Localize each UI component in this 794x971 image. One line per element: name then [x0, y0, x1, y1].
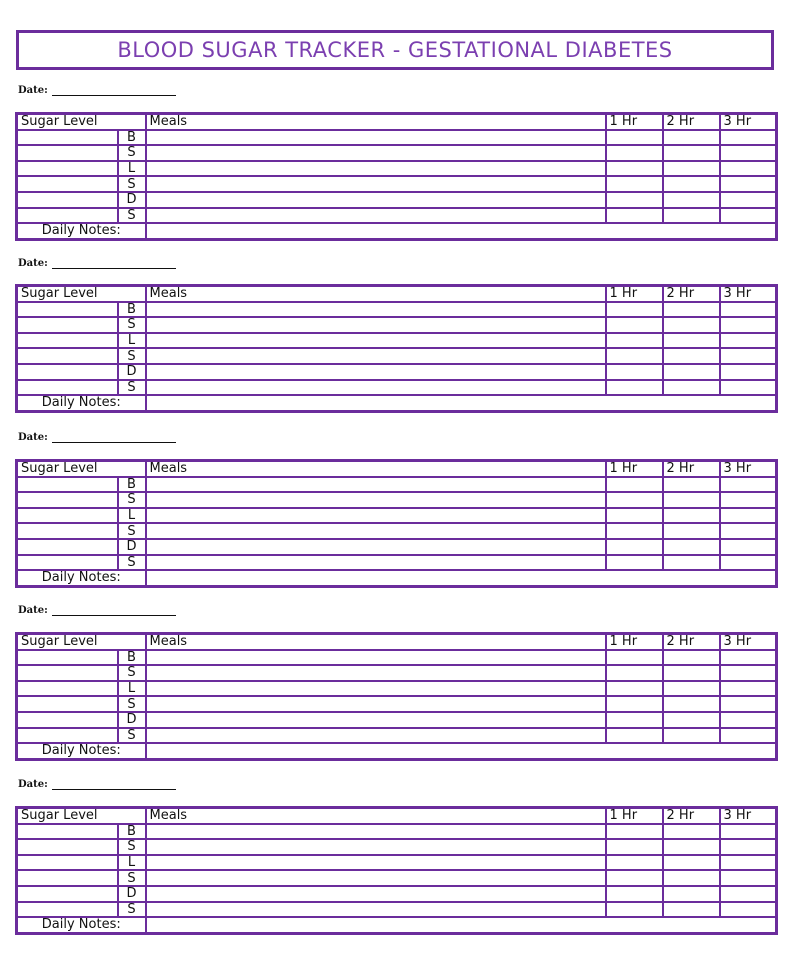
hr1-cell[interactable]	[606, 492, 663, 508]
hr2-cell[interactable]	[663, 712, 720, 728]
meal-letter: S	[118, 696, 146, 712]
date-input-line[interactable]	[52, 259, 176, 269]
meal-letter: B	[118, 477, 146, 493]
sugar-level-cell[interactable]	[17, 161, 118, 177]
sugar-level-cell[interactable]	[17, 696, 118, 712]
hr1-cell[interactable]	[606, 555, 663, 571]
hr1-cell[interactable]	[606, 364, 663, 380]
meals-cell[interactable]	[146, 508, 606, 524]
date-input-line[interactable]	[52, 606, 176, 616]
hr1-cell[interactable]	[606, 380, 663, 396]
meal-row	[17, 886, 777, 902]
sugar-level-cell[interactable]	[17, 380, 118, 396]
meal-row	[17, 681, 777, 697]
meals-cell[interactable]	[146, 696, 606, 712]
hr3-cell[interactable]	[720, 712, 777, 728]
meal-row	[17, 302, 777, 318]
meal-letter: S	[118, 176, 146, 192]
meal-letter: L	[118, 161, 146, 177]
meals-cell[interactable]	[146, 348, 606, 364]
date-label: Date:	[18, 85, 48, 96]
hr2-cell[interactable]	[663, 839, 720, 855]
meals-cell[interactable]	[146, 712, 606, 728]
daily-notes-cell[interactable]	[146, 395, 777, 411]
meals-cell[interactable]	[146, 539, 606, 555]
meal-row	[17, 145, 777, 161]
header-row	[17, 461, 777, 477]
meal-row	[17, 870, 777, 886]
meals-cell[interactable]	[146, 681, 606, 697]
sugar-level-cell[interactable]	[17, 176, 118, 192]
meals-cell[interactable]	[146, 839, 606, 855]
hr3-header: 3 Hr	[720, 808, 777, 824]
hr3-cell[interactable]	[720, 317, 777, 333]
hr3-cell[interactable]	[720, 523, 777, 539]
hr1-cell[interactable]	[606, 333, 663, 349]
meal-letter: S	[118, 145, 146, 161]
date-label: Date:	[18, 605, 48, 616]
hr3-cell[interactable]	[720, 492, 777, 508]
hr1-cell[interactable]	[606, 855, 663, 871]
meal-letter: S	[118, 492, 146, 508]
day-log-table	[15, 459, 778, 588]
meals-cell[interactable]	[146, 650, 606, 666]
sugar-level-cell[interactable]	[17, 886, 118, 902]
hr1-cell[interactable]	[606, 161, 663, 177]
hr3-header: 3 Hr	[720, 634, 777, 650]
meals-cell[interactable]	[146, 728, 606, 744]
meal-letter: B	[118, 130, 146, 146]
hr1-cell[interactable]	[606, 728, 663, 744]
daily-notes-label: Daily Notes:	[17, 223, 146, 239]
meals-header: Meals	[146, 114, 606, 130]
meal-letter: S	[118, 839, 146, 855]
meal-row	[17, 333, 777, 349]
meal-letter: L	[118, 855, 146, 871]
meal-letter: D	[118, 192, 146, 208]
sugar-level-cell[interactable]	[17, 839, 118, 855]
meals-cell[interactable]	[146, 492, 606, 508]
meal-row	[17, 477, 777, 493]
hr1-header: 1 Hr	[606, 114, 663, 130]
hr2-cell[interactable]	[663, 523, 720, 539]
date-input-line[interactable]	[52, 86, 176, 96]
hr3-cell[interactable]	[720, 130, 777, 146]
hr1-cell[interactable]	[606, 192, 663, 208]
meals-header: Meals	[146, 808, 606, 824]
sugar-level-cell[interactable]	[17, 870, 118, 886]
meals-cell[interactable]	[146, 317, 606, 333]
meal-letter: L	[118, 333, 146, 349]
sugar-level-cell[interactable]	[17, 523, 118, 539]
hr1-cell[interactable]	[606, 824, 663, 840]
hr2-cell[interactable]	[663, 870, 720, 886]
sugar-level-cell[interactable]	[17, 824, 118, 840]
meal-row	[17, 855, 777, 871]
hr2-cell[interactable]	[663, 696, 720, 712]
hr3-cell[interactable]	[720, 839, 777, 855]
hr1-cell[interactable]	[606, 681, 663, 697]
page-title: BLOOD SUGAR TRACKER - GESTATIONAL DIABETES	[117, 38, 673, 62]
hr3-header: 3 Hr	[720, 286, 777, 302]
hr1-cell[interactable]	[606, 902, 663, 918]
hr3-cell[interactable]	[720, 855, 777, 871]
header-row	[17, 634, 777, 650]
sugar-level-cell[interactable]	[17, 712, 118, 728]
meal-letter: D	[118, 539, 146, 555]
daily-notes-row	[17, 223, 777, 239]
hr2-cell[interactable]	[663, 665, 720, 681]
hr1-cell[interactable]	[606, 317, 663, 333]
hr1-cell[interactable]	[606, 477, 663, 493]
sugar-level-header: Sugar Level	[17, 461, 146, 477]
meal-row	[17, 364, 777, 380]
sugar-level-cell[interactable]	[17, 348, 118, 364]
meal-letter: B	[118, 824, 146, 840]
hr2-cell[interactable]	[663, 348, 720, 364]
hr3-cell[interactable]	[720, 208, 777, 224]
meals-cell[interactable]	[146, 208, 606, 224]
hr1-cell[interactable]	[606, 130, 663, 146]
hr2-cell[interactable]	[663, 317, 720, 333]
hr3-cell[interactable]	[720, 364, 777, 380]
header-row	[17, 114, 777, 130]
meals-header: Meals	[146, 634, 606, 650]
meal-letter: S	[118, 665, 146, 681]
hr1-cell[interactable]	[606, 650, 663, 666]
date-label: Date:	[18, 779, 48, 790]
meal-row	[17, 161, 777, 177]
meals-cell[interactable]	[146, 380, 606, 396]
meals-cell[interactable]	[146, 364, 606, 380]
daily-notes-label: Daily Notes:	[17, 917, 146, 933]
hr2-cell[interactable]	[663, 681, 720, 697]
meal-row	[17, 492, 777, 508]
hr2-cell[interactable]	[663, 176, 720, 192]
hr1-cell[interactable]	[606, 696, 663, 712]
date-field	[18, 432, 176, 443]
hr3-cell[interactable]	[720, 161, 777, 177]
sugar-level-header: Sugar Level	[17, 808, 146, 824]
hr3-header: 3 Hr	[720, 114, 777, 130]
hr3-cell[interactable]	[720, 902, 777, 918]
sugar-level-cell[interactable]	[17, 192, 118, 208]
meal-row	[17, 696, 777, 712]
meals-header: Meals	[146, 461, 606, 477]
title-box	[16, 30, 774, 70]
hr3-cell[interactable]	[720, 348, 777, 364]
sugar-level-cell[interactable]	[17, 145, 118, 161]
daily-notes-row	[17, 570, 777, 586]
meal-row	[17, 728, 777, 744]
meal-letter: B	[118, 302, 146, 318]
date-field	[18, 779, 176, 790]
meals-cell[interactable]	[146, 886, 606, 902]
date-input-line[interactable]	[52, 433, 176, 443]
meal-letter: L	[118, 681, 146, 697]
meal-letter: B	[118, 650, 146, 666]
sugar-level-cell[interactable]	[17, 728, 118, 744]
hr2-cell[interactable]	[663, 728, 720, 744]
hr2-header: 2 Hr	[663, 114, 720, 130]
meal-row	[17, 539, 777, 555]
date-input-line[interactable]	[52, 780, 176, 790]
hr3-cell[interactable]	[720, 176, 777, 192]
hr3-cell[interactable]	[720, 728, 777, 744]
hr1-header: 1 Hr	[606, 634, 663, 650]
hr1-cell[interactable]	[606, 712, 663, 728]
hr2-cell[interactable]	[663, 333, 720, 349]
meal-row	[17, 508, 777, 524]
daily-notes-label: Daily Notes:	[17, 395, 146, 411]
daily-notes-row	[17, 743, 777, 759]
meals-header: Meals	[146, 286, 606, 302]
meal-row	[17, 839, 777, 855]
day-log-table	[15, 284, 778, 413]
hr1-header: 1 Hr	[606, 461, 663, 477]
sugar-level-header: Sugar Level	[17, 114, 146, 130]
hr2-cell[interactable]	[663, 364, 720, 380]
meals-cell[interactable]	[146, 302, 606, 318]
hr2-cell[interactable]	[663, 855, 720, 871]
hr1-cell[interactable]	[606, 839, 663, 855]
hr3-cell[interactable]	[720, 508, 777, 524]
day-log-table	[15, 112, 778, 241]
meals-cell[interactable]	[146, 555, 606, 571]
meal-letter: S	[118, 523, 146, 539]
hr1-cell[interactable]	[606, 208, 663, 224]
hr2-cell[interactable]	[663, 161, 720, 177]
hr1-cell[interactable]	[606, 302, 663, 318]
hr3-cell[interactable]	[720, 824, 777, 840]
hr2-cell[interactable]	[663, 650, 720, 666]
date-label: Date:	[18, 258, 48, 269]
sugar-level-cell[interactable]	[17, 364, 118, 380]
sugar-level-cell[interactable]	[17, 539, 118, 555]
hr3-cell[interactable]	[720, 886, 777, 902]
hr3-cell[interactable]	[720, 380, 777, 396]
hr2-cell[interactable]	[663, 130, 720, 146]
hr3-header: 3 Hr	[720, 461, 777, 477]
sugar-level-header: Sugar Level	[17, 634, 146, 650]
meal-letter: L	[118, 508, 146, 524]
meals-cell[interactable]	[146, 145, 606, 161]
hr3-cell[interactable]	[720, 650, 777, 666]
hr2-cell[interactable]	[663, 145, 720, 161]
daily-notes-label: Daily Notes:	[17, 570, 146, 586]
meal-row	[17, 380, 777, 396]
meal-letter: D	[118, 364, 146, 380]
meal-row	[17, 712, 777, 728]
hr2-header: 2 Hr	[663, 286, 720, 302]
sugar-level-cell[interactable]	[17, 855, 118, 871]
hr3-cell[interactable]	[720, 870, 777, 886]
meal-letter: D	[118, 712, 146, 728]
hr2-header: 2 Hr	[663, 634, 720, 650]
daily-notes-row	[17, 395, 777, 411]
hr2-cell[interactable]	[663, 555, 720, 571]
sugar-level-cell[interactable]	[17, 650, 118, 666]
meal-row	[17, 650, 777, 666]
hr3-cell[interactable]	[720, 539, 777, 555]
sugar-level-cell[interactable]	[17, 477, 118, 493]
meals-cell[interactable]	[146, 665, 606, 681]
hr2-cell[interactable]	[663, 902, 720, 918]
date-field	[18, 605, 176, 616]
meal-row	[17, 824, 777, 840]
hr3-cell[interactable]	[720, 555, 777, 571]
hr3-cell[interactable]	[720, 192, 777, 208]
day-log-table	[15, 632, 778, 761]
hr2-cell[interactable]	[663, 192, 720, 208]
meal-letter: S	[118, 348, 146, 364]
date-field	[18, 258, 176, 269]
meal-row	[17, 192, 777, 208]
hr2-cell[interactable]	[663, 302, 720, 318]
meals-cell[interactable]	[146, 523, 606, 539]
sugar-level-cell[interactable]	[17, 130, 118, 146]
hr3-cell[interactable]	[720, 477, 777, 493]
daily-notes-cell[interactable]	[146, 917, 777, 933]
header-row	[17, 808, 777, 824]
meals-cell[interactable]	[146, 902, 606, 918]
meal-letter: S	[118, 380, 146, 396]
hr2-cell[interactable]	[663, 380, 720, 396]
hr3-cell[interactable]	[720, 302, 777, 318]
hr2-cell[interactable]	[663, 492, 720, 508]
meals-cell[interactable]	[146, 176, 606, 192]
meal-row	[17, 555, 777, 571]
meal-letter: S	[118, 208, 146, 224]
meal-row	[17, 176, 777, 192]
meals-cell[interactable]	[146, 333, 606, 349]
sugar-level-cell[interactable]	[17, 208, 118, 224]
meal-row	[17, 130, 777, 146]
date-field	[18, 85, 176, 96]
meals-cell[interactable]	[146, 130, 606, 146]
hr3-cell[interactable]	[720, 681, 777, 697]
hr1-cell[interactable]	[606, 665, 663, 681]
hr1-cell[interactable]	[606, 348, 663, 364]
hr2-cell[interactable]	[663, 824, 720, 840]
date-label: Date:	[18, 432, 48, 443]
sugar-level-cell[interactable]	[17, 681, 118, 697]
daily-notes-cell[interactable]	[146, 570, 777, 586]
hr2-cell[interactable]	[663, 208, 720, 224]
hr2-cell[interactable]	[663, 477, 720, 493]
hr3-cell[interactable]	[720, 145, 777, 161]
hr1-cell[interactable]	[606, 176, 663, 192]
meal-letter: S	[118, 902, 146, 918]
hr1-cell[interactable]	[606, 539, 663, 555]
meal-letter: S	[118, 870, 146, 886]
meals-cell[interactable]	[146, 477, 606, 493]
meal-row	[17, 523, 777, 539]
day-log-table	[15, 806, 778, 935]
hr1-header: 1 Hr	[606, 808, 663, 824]
meals-cell[interactable]	[146, 855, 606, 871]
meals-cell[interactable]	[146, 824, 606, 840]
sugar-level-cell[interactable]	[17, 492, 118, 508]
sugar-level-cell[interactable]	[17, 555, 118, 571]
hr1-cell[interactable]	[606, 508, 663, 524]
hr1-cell[interactable]	[606, 523, 663, 539]
sugar-level-cell[interactable]	[17, 508, 118, 524]
meal-row	[17, 665, 777, 681]
sugar-level-cell[interactable]	[17, 333, 118, 349]
daily-notes-cell[interactable]	[146, 743, 777, 759]
sugar-level-header: Sugar Level	[17, 286, 146, 302]
meals-cell[interactable]	[146, 192, 606, 208]
meals-cell[interactable]	[146, 161, 606, 177]
sugar-level-cell[interactable]	[17, 665, 118, 681]
hr1-cell[interactable]	[606, 886, 663, 902]
hr1-cell[interactable]	[606, 870, 663, 886]
sugar-level-cell[interactable]	[17, 317, 118, 333]
meal-letter: S	[118, 728, 146, 744]
daily-notes-row	[17, 917, 777, 933]
meal-letter: S	[118, 317, 146, 333]
meal-row	[17, 208, 777, 224]
meal-letter: D	[118, 886, 146, 902]
hr1-cell[interactable]	[606, 145, 663, 161]
sugar-level-cell[interactable]	[17, 302, 118, 318]
meal-row	[17, 902, 777, 918]
hr3-cell[interactable]	[720, 696, 777, 712]
hr2-cell[interactable]	[663, 886, 720, 902]
hr2-cell[interactable]	[663, 508, 720, 524]
hr2-header: 2 Hr	[663, 461, 720, 477]
sugar-level-cell[interactable]	[17, 902, 118, 918]
hr2-cell[interactable]	[663, 539, 720, 555]
hr2-header: 2 Hr	[663, 808, 720, 824]
daily-notes-label: Daily Notes:	[17, 743, 146, 759]
meal-row	[17, 317, 777, 333]
hr1-header: 1 Hr	[606, 286, 663, 302]
header-row	[17, 286, 777, 302]
meal-row	[17, 348, 777, 364]
meal-letter: S	[118, 555, 146, 571]
hr3-cell[interactable]	[720, 333, 777, 349]
daily-notes-cell[interactable]	[146, 223, 777, 239]
hr3-cell[interactable]	[720, 665, 777, 681]
meals-cell[interactable]	[146, 870, 606, 886]
